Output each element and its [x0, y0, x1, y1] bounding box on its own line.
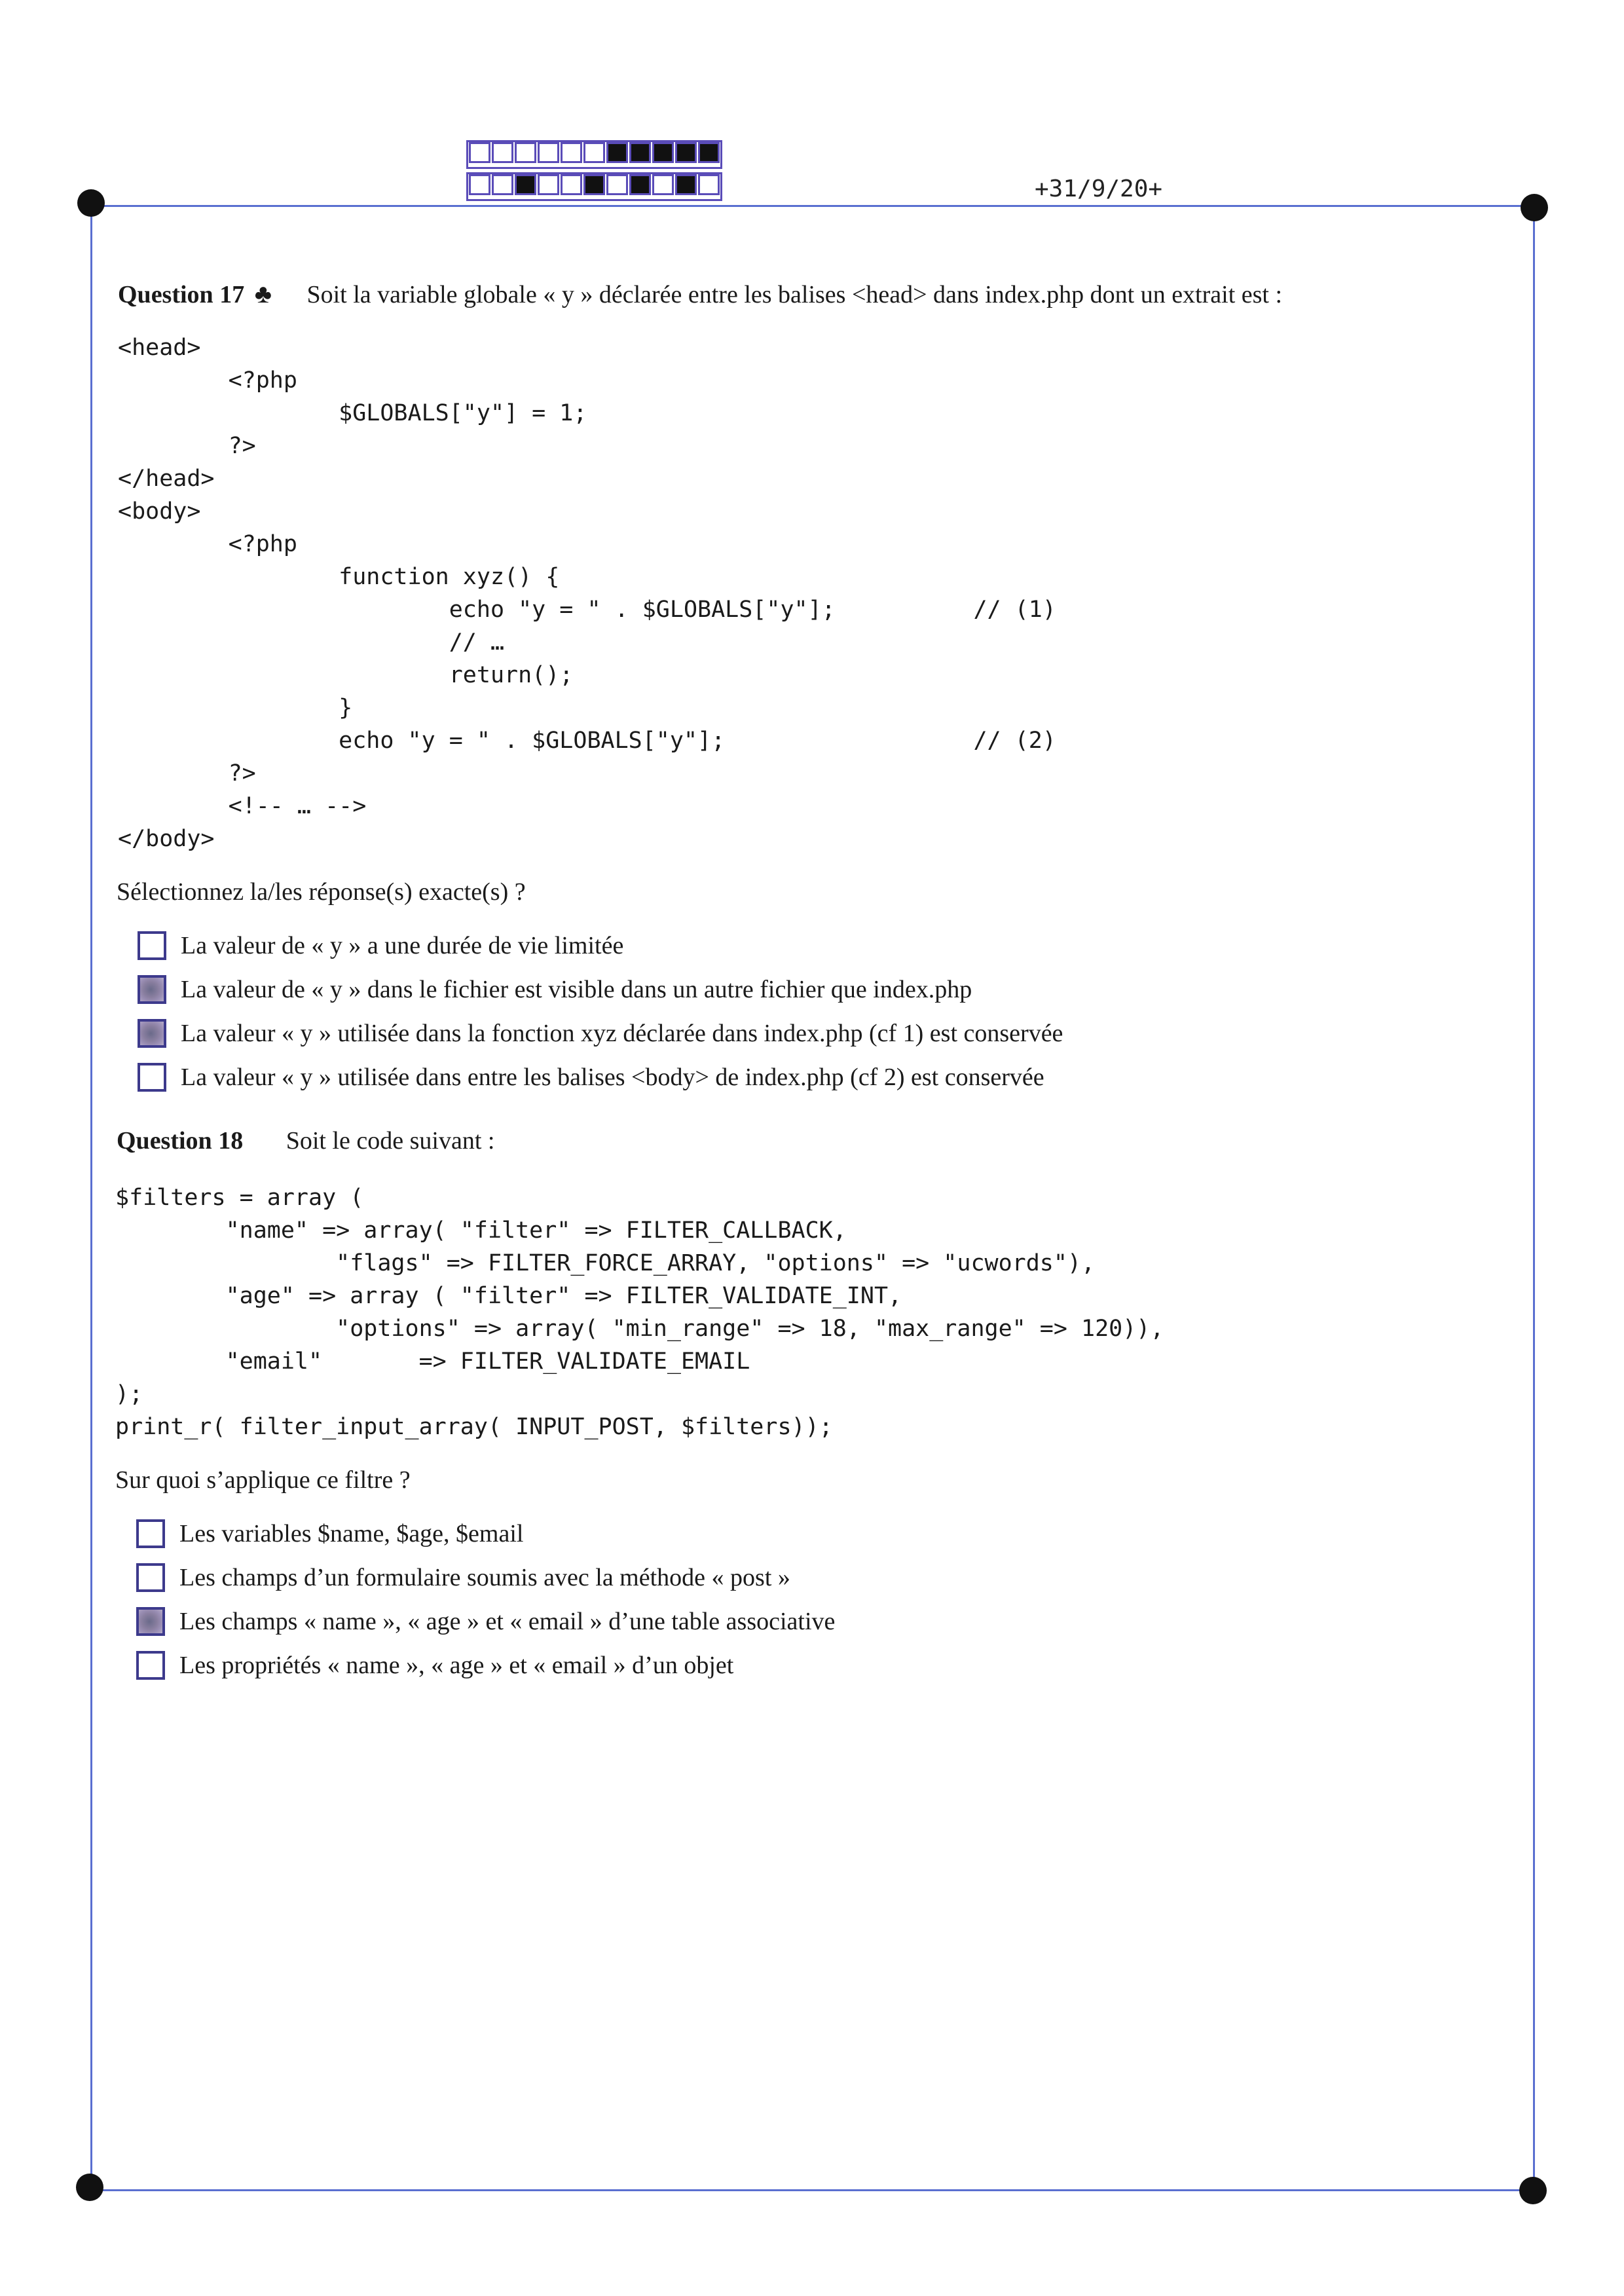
corner-marker-top-left	[77, 189, 105, 217]
q17-answer-3-label: La valeur « y » utilisée dans la fonction xyz déclarée dans index.php (cf 1) est conservée	[181, 1020, 1063, 1047]
corner-marker-top-right	[1521, 194, 1548, 221]
barcode-cell	[492, 142, 513, 163]
barcode-cell	[606, 142, 628, 163]
barcode-cell	[675, 174, 697, 195]
barcode-cell	[652, 142, 674, 163]
q18-checkbox-2[interactable]	[136, 1563, 165, 1592]
barcode-cell	[652, 174, 674, 195]
q17-answer-2-label: La valeur de « y » dans le fichier est visible dans un autre fichier que index.php	[181, 976, 972, 1003]
question-17-prompt: Sélectionnez la/les réponse(s) exacte(s) ?	[117, 878, 526, 906]
question-17-label: Question 17	[118, 281, 245, 308]
q18-answer-3[interactable]	[136, 1607, 835, 1636]
q18-answer-4-label: Les propriétés « name », « age » et « email » d’un objet	[179, 1652, 734, 1679]
q18-answer-1[interactable]	[136, 1519, 523, 1548]
q17-answer-4-label: La valeur « y » utilisée dans entre les balises <body> de index.php (cf 2) est conservée	[181, 1064, 1044, 1091]
frame-left-line	[90, 205, 92, 2191]
q18-answer-2-label: Les champs d’un formulaire soumis avec la méthode « post »	[179, 1564, 790, 1591]
q18-answer-1-label: Les variables $name, $age, $email	[179, 1520, 524, 1547]
q17-checkbox-3[interactable]	[138, 1019, 166, 1048]
q17-checkbox-1[interactable]	[138, 931, 166, 960]
barcode-cell	[606, 174, 628, 195]
question-18-prompt: Sur quoi s’applique ce filtre ?	[115, 1466, 411, 1494]
q18-answer-3-label: Les champs « name », « age » et « email » d’une table associative	[179, 1608, 836, 1635]
page-identifier: +31/9/20+	[1035, 176, 1163, 202]
barcode-cell	[629, 174, 651, 195]
barcode-cell	[629, 142, 651, 163]
frame-right-line	[1533, 205, 1535, 2191]
q18-checkbox-1[interactable]	[136, 1519, 165, 1548]
frame-top-line	[92, 205, 1532, 207]
barcode-cell	[538, 142, 559, 163]
question-18-text: Soit le code suivant :	[286, 1127, 495, 1155]
frame-bottom-line	[92, 2189, 1532, 2191]
barcode-cell	[561, 174, 582, 195]
question-18-header	[117, 1126, 494, 1155]
corner-marker-bottom-left	[76, 2174, 103, 2201]
barcode-cell	[583, 142, 605, 163]
corner-marker-bottom-right	[1519, 2177, 1547, 2204]
question-17-header	[118, 278, 1282, 309]
q18-checkbox-3[interactable]	[136, 1607, 165, 1636]
q18-checkbox-4[interactable]	[136, 1651, 165, 1680]
barcode-cell	[538, 174, 559, 195]
barcode-cell	[698, 142, 720, 163]
barcode-cell	[675, 142, 697, 163]
barcode-bottom-row	[466, 172, 722, 201]
question-17-text: Soit la variable globale « y » déclarée entre les balises <head> dans index.php dont un extrait est :	[306, 281, 1283, 308]
club-icon: ♣	[254, 279, 272, 308]
q17-answer-3[interactable]	[138, 1019, 1063, 1048]
q17-answer-1-label: La valeur de « y » a une durée de vie limitée	[181, 932, 624, 959]
question-18-label: Question 18	[117, 1127, 244, 1155]
barcode-cell	[469, 142, 490, 163]
question-18-code: $filters = array ( "name" => array( "filter" => FILTER_CALLBACK, "flags" => FILTER_FORCE_ARRAY, "options" => "ucwords"), "age" => array ( "filter" => FILTER_VALIDATE_INT, "options" => array( "min_range" => 18, "max_range" => 120)), "email" => FILTER_VALIDATE_EMAIL ); print_r( filter_input_array( INPUT_POST, $filters));	[115, 1185, 1164, 1440]
q18-answer-4[interactable]	[136, 1651, 733, 1680]
barcode-cell	[583, 174, 605, 195]
q17-answer-1[interactable]	[138, 931, 623, 960]
barcode-cell	[698, 174, 720, 195]
barcode-cell	[515, 174, 536, 195]
question-17-code: <head> <?php $GLOBALS["y"] = 1; ?> </head> <body> <?php function xyz() { echo "y = " . $GLOBALS["y"]; // (1) // … return(); } echo "y = " . $GLOBALS["y"]; // (2) ?> <!-- … --> </body>	[118, 335, 1056, 852]
q17-checkbox-2[interactable]	[138, 975, 166, 1004]
barcode-cell	[515, 142, 536, 163]
q18-answer-2[interactable]	[136, 1563, 790, 1592]
barcode-top-row	[466, 140, 722, 169]
q17-answer-2[interactable]	[138, 975, 972, 1004]
barcode-cell	[492, 174, 513, 195]
barcode-cell	[469, 174, 490, 195]
barcode-cell	[561, 142, 582, 163]
q17-checkbox-4[interactable]	[138, 1063, 166, 1092]
q17-answer-4[interactable]	[138, 1063, 1044, 1092]
